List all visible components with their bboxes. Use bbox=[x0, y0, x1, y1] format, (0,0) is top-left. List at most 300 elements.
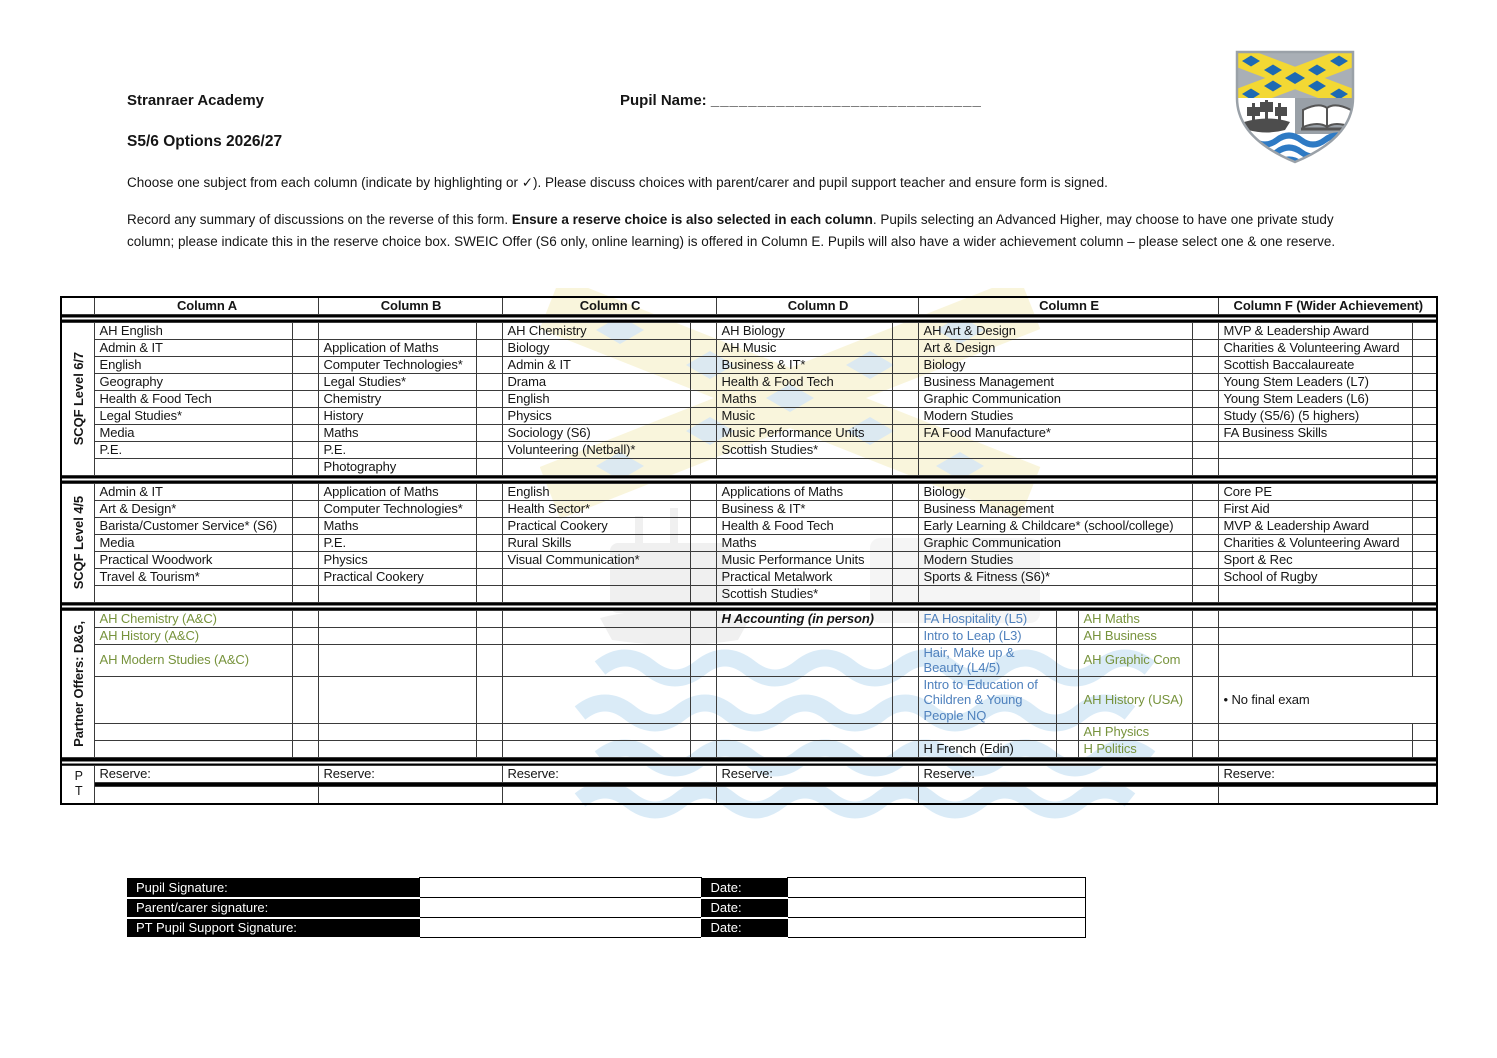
subject-cell: Sociology (S6) bbox=[502, 424, 690, 441]
choice-checkbox-cell[interactable] bbox=[292, 644, 318, 676]
choice-checkbox-cell[interactable] bbox=[1192, 373, 1218, 390]
reserve-entry-cell[interactable] bbox=[716, 787, 918, 804]
choice-checkbox-cell[interactable] bbox=[476, 534, 502, 551]
choice-checkbox-cell[interactable] bbox=[892, 610, 918, 627]
choice-checkbox-cell[interactable] bbox=[292, 373, 318, 390]
empty-subject-cell bbox=[502, 458, 690, 475]
subject-cell: AH English bbox=[94, 322, 292, 339]
subject-cell: Music bbox=[716, 407, 892, 424]
choice-checkbox-cell[interactable] bbox=[1412, 741, 1437, 758]
subject-cell: AH Art & Design bbox=[918, 322, 1192, 339]
choice-checkbox-cell[interactable] bbox=[892, 568, 918, 585]
choice-checkbox-cell[interactable] bbox=[1412, 390, 1437, 407]
choice-checkbox-cell[interactable] bbox=[892, 585, 918, 602]
subject-cell: English bbox=[502, 390, 690, 407]
subject-cell: History bbox=[318, 407, 476, 424]
choice-checkbox-cell[interactable] bbox=[690, 407, 716, 424]
choice-checkbox-cell[interactable] bbox=[1192, 644, 1218, 676]
choice-checkbox-cell[interactable] bbox=[476, 407, 502, 424]
empty-subject-cell bbox=[318, 627, 476, 644]
empty-subject-cell bbox=[94, 741, 292, 758]
choice-checkbox-cell[interactable] bbox=[1412, 534, 1437, 551]
section-label bbox=[61, 610, 94, 758]
choice-checkbox-cell[interactable] bbox=[292, 441, 318, 458]
subject-cell: Health & Food Tech bbox=[94, 390, 292, 407]
choice-checkbox-cell[interactable] bbox=[690, 534, 716, 551]
subject-cell: P.E. bbox=[318, 441, 476, 458]
subject-cell: Scottish Studies* bbox=[716, 585, 892, 602]
choice-checkbox-cell[interactable] bbox=[292, 458, 318, 475]
choice-checkbox-cell[interactable] bbox=[690, 551, 716, 568]
reserve-entry-cell[interactable] bbox=[94, 787, 318, 804]
option-row bbox=[61, 585, 1437, 602]
section-label-text: SCQF Level 6/7 bbox=[71, 351, 86, 446]
subject-cell: Business & IT* bbox=[716, 500, 892, 517]
choice-checkbox-cell[interactable] bbox=[1192, 551, 1218, 568]
subject-cell: Photography bbox=[318, 458, 476, 475]
column-header: Column F (Wider Achievement) bbox=[1218, 297, 1437, 314]
empty-subject-cell bbox=[1218, 585, 1412, 602]
subject-cell: AH Graphic Com bbox=[1078, 644, 1192, 676]
choice-checkbox-cell[interactable] bbox=[476, 644, 502, 676]
choice-checkbox-cell[interactable] bbox=[292, 356, 318, 373]
date-label: Date: bbox=[701, 918, 787, 938]
choice-checkbox-cell[interactable] bbox=[1412, 627, 1437, 644]
option-row bbox=[61, 644, 1437, 676]
signature-label: Pupil Signature: bbox=[127, 878, 419, 898]
subject-cell: Intro to Education of Children & Young People NQ bbox=[918, 676, 1056, 724]
option-row bbox=[61, 534, 1437, 551]
choice-checkbox-cell[interactable] bbox=[1412, 322, 1437, 339]
empty-subject-cell bbox=[918, 458, 1192, 475]
option-row bbox=[61, 390, 1437, 407]
choice-checkbox-cell[interactable] bbox=[892, 517, 918, 534]
pupil-name-row bbox=[620, 92, 982, 109]
choice-checkbox-cell[interactable] bbox=[892, 441, 918, 458]
choice-checkbox-cell[interactable] bbox=[292, 568, 318, 585]
empty-subject-cell bbox=[1218, 741, 1412, 758]
choice-checkbox-cell[interactable] bbox=[292, 741, 318, 758]
choice-checkbox-cell[interactable] bbox=[1192, 500, 1218, 517]
choice-checkbox-cell[interactable] bbox=[476, 585, 502, 602]
subject-cell: Admin & IT bbox=[502, 356, 690, 373]
subject-cell: English bbox=[502, 483, 690, 500]
reserve-label: Reserve: bbox=[318, 766, 502, 783]
choice-checkbox-cell[interactable] bbox=[1412, 724, 1437, 741]
choice-checkbox-cell[interactable] bbox=[476, 483, 502, 500]
choice-checkbox-cell[interactable] bbox=[892, 644, 918, 676]
date-field[interactable] bbox=[787, 918, 1085, 938]
pt-label-text: PT bbox=[74, 769, 83, 799]
choice-checkbox-cell[interactable] bbox=[292, 627, 318, 644]
empty-subject-cell bbox=[318, 585, 476, 602]
empty-subject-cell bbox=[1218, 724, 1412, 741]
empty-subject-cell bbox=[502, 627, 690, 644]
choice-checkbox-cell[interactable] bbox=[690, 627, 716, 644]
choice-checkbox-cell[interactable] bbox=[476, 322, 502, 339]
choice-checkbox-cell[interactable] bbox=[892, 356, 918, 373]
choice-checkbox-cell[interactable] bbox=[292, 483, 318, 500]
choice-checkbox-cell[interactable] bbox=[476, 424, 502, 441]
reserve-entry-cell[interactable] bbox=[318, 787, 502, 804]
signature-row bbox=[127, 878, 1085, 898]
choice-checkbox-cell[interactable] bbox=[1192, 585, 1218, 602]
empty-subject-cell bbox=[318, 644, 476, 676]
option-row bbox=[61, 339, 1437, 356]
subject-cell: Health & Food Tech bbox=[716, 373, 892, 390]
subject-cell: AH Music bbox=[716, 339, 892, 356]
subject-cell: Barista/Customer Service* (S6) bbox=[94, 517, 292, 534]
subject-cell: AH Biology bbox=[716, 322, 892, 339]
choice-checkbox-cell[interactable] bbox=[690, 585, 716, 602]
choice-checkbox-cell[interactable] bbox=[1192, 741, 1218, 758]
choice-checkbox-cell[interactable] bbox=[292, 500, 318, 517]
pt-label bbox=[61, 766, 94, 804]
subject-cell: MVP & Leadership Award bbox=[1218, 517, 1412, 534]
subject-cell: Legal Studies* bbox=[318, 373, 476, 390]
option-row bbox=[61, 424, 1437, 441]
subject-cell: Graphic Communication bbox=[918, 390, 1192, 407]
section-separator bbox=[61, 602, 1437, 610]
choice-checkbox-cell[interactable] bbox=[892, 373, 918, 390]
subject-cell: Charities & Volunteering Award bbox=[1218, 534, 1412, 551]
choice-checkbox-cell[interactable] bbox=[1192, 424, 1218, 441]
choice-checkbox-cell[interactable] bbox=[690, 322, 716, 339]
section-label bbox=[61, 483, 94, 602]
subject-cell: Rural Skills bbox=[502, 534, 690, 551]
subject-cell: Volunteering (Netball)* bbox=[502, 441, 690, 458]
choice-checkbox-cell[interactable] bbox=[690, 424, 716, 441]
empty-subject-cell bbox=[1218, 627, 1412, 644]
empty-subject-cell bbox=[318, 676, 476, 724]
choice-checkbox-cell[interactable] bbox=[892, 424, 918, 441]
choice-checkbox-cell[interactable] bbox=[690, 644, 716, 676]
choice-checkbox-cell[interactable] bbox=[1056, 676, 1078, 724]
choice-checkbox-cell[interactable] bbox=[1192, 390, 1218, 407]
choice-checkbox-cell[interactable] bbox=[1412, 610, 1437, 627]
para2-after: . Pupils selecting an Advanced Higher, may choose to have one private study column; please indicate this in the reserve choice box. SWEIC Offer (S6 only, online learning) is offered in Column E. Pupils will also have a wider achievement column – please select one & one reserve. bbox=[127, 212, 1336, 249]
subject-cell: AH Business bbox=[1078, 627, 1192, 644]
choice-checkbox-cell[interactable] bbox=[1412, 551, 1437, 568]
choice-checkbox-cell[interactable] bbox=[1192, 322, 1218, 339]
choice-checkbox-cell[interactable] bbox=[1192, 339, 1218, 356]
choice-checkbox-cell[interactable] bbox=[1192, 407, 1218, 424]
signature-field[interactable] bbox=[419, 918, 701, 938]
date-label: Date: bbox=[701, 878, 787, 898]
empty-subject-cell bbox=[1218, 458, 1412, 475]
subject-cell: Practical Woodwork bbox=[94, 551, 292, 568]
empty-subject-cell bbox=[318, 322, 476, 339]
choice-checkbox-cell[interactable] bbox=[1056, 610, 1078, 627]
empty-subject-cell bbox=[716, 458, 892, 475]
subject-cell: Legal Studies* bbox=[94, 407, 292, 424]
empty-subject-cell bbox=[318, 741, 476, 758]
choice-checkbox-cell[interactable] bbox=[476, 551, 502, 568]
subject-cell: Young Stem Leaders (L6) bbox=[1218, 390, 1412, 407]
choice-checkbox-cell[interactable] bbox=[1056, 741, 1078, 758]
signature-row bbox=[127, 898, 1085, 918]
choice-checkbox-cell[interactable] bbox=[1412, 441, 1437, 458]
school-crest-logo bbox=[1215, 46, 1375, 173]
choice-checkbox-cell[interactable] bbox=[292, 534, 318, 551]
subject-cell: Media bbox=[94, 534, 292, 551]
subject-cell: Computer Technologies* bbox=[318, 356, 476, 373]
para2-bold: Ensure a reserve choice is also selected in each column bbox=[511, 212, 873, 227]
choice-checkbox-cell[interactable] bbox=[1192, 483, 1218, 500]
subject-cell: School of Rugby bbox=[1218, 568, 1412, 585]
choice-checkbox-cell[interactable] bbox=[892, 458, 918, 475]
empty-subject-cell bbox=[502, 585, 690, 602]
signature-label: PT Pupil Support Signature: bbox=[127, 918, 419, 938]
choice-checkbox-cell[interactable] bbox=[476, 676, 502, 724]
choice-checkbox-cell[interactable] bbox=[690, 441, 716, 458]
subject-cell: Admin & IT bbox=[94, 339, 292, 356]
choice-checkbox-cell[interactable] bbox=[1192, 458, 1218, 475]
choice-checkbox-cell[interactable] bbox=[1412, 424, 1437, 441]
choice-checkbox-cell[interactable] bbox=[1412, 517, 1437, 534]
choice-checkbox-cell[interactable] bbox=[1192, 724, 1218, 741]
choice-checkbox-cell[interactable] bbox=[292, 424, 318, 441]
choice-checkbox-cell[interactable] bbox=[292, 322, 318, 339]
choice-checkbox-cell[interactable] bbox=[690, 373, 716, 390]
choice-checkbox-cell[interactable] bbox=[892, 724, 918, 741]
choice-checkbox-cell[interactable] bbox=[1412, 407, 1437, 424]
page-title: S5/6 Options 2026/27 bbox=[127, 133, 283, 150]
reserve-entry-cell[interactable] bbox=[1218, 787, 1437, 804]
choice-checkbox-cell[interactable] bbox=[292, 517, 318, 534]
choice-checkbox-cell[interactable] bbox=[292, 390, 318, 407]
choice-checkbox-cell[interactable] bbox=[476, 568, 502, 585]
date-label: Date: bbox=[701, 898, 787, 918]
subject-cell: Maths bbox=[716, 534, 892, 551]
subject-cell: Core PE bbox=[1218, 483, 1412, 500]
choice-checkbox-cell[interactable] bbox=[1412, 585, 1437, 602]
choice-checkbox-cell[interactable] bbox=[892, 500, 918, 517]
choice-checkbox-cell[interactable] bbox=[892, 551, 918, 568]
empty-subject-cell bbox=[716, 724, 892, 741]
empty-subject-cell bbox=[716, 644, 892, 676]
choice-checkbox-cell[interactable] bbox=[476, 390, 502, 407]
choice-checkbox-cell[interactable] bbox=[1192, 627, 1218, 644]
signature-table bbox=[127, 877, 1086, 939]
choice-checkbox-cell[interactable] bbox=[476, 724, 502, 741]
choice-checkbox-cell[interactable] bbox=[690, 517, 716, 534]
choice-checkbox-cell[interactable] bbox=[690, 356, 716, 373]
separator-bar bbox=[61, 602, 1437, 610]
choice-checkbox-cell[interactable] bbox=[1412, 500, 1437, 517]
signature-row bbox=[127, 918, 1085, 938]
choice-checkbox-cell[interactable] bbox=[690, 568, 716, 585]
subject-cell: Visual Communication* bbox=[502, 551, 690, 568]
choice-checkbox-cell[interactable] bbox=[1412, 458, 1437, 475]
choice-checkbox-cell[interactable] bbox=[690, 483, 716, 500]
subject-cell: Geography bbox=[94, 373, 292, 390]
subject-cell: Admin & IT bbox=[94, 483, 292, 500]
choice-checkbox-cell[interactable] bbox=[892, 627, 918, 644]
para2-before: Record any summary of discussions on the reverse of this form. bbox=[127, 212, 512, 227]
empty-subject-cell bbox=[918, 441, 1192, 458]
choice-checkbox-cell[interactable] bbox=[1412, 373, 1437, 390]
choice-checkbox-cell[interactable] bbox=[292, 724, 318, 741]
choice-checkbox-cell[interactable] bbox=[476, 339, 502, 356]
choice-checkbox-cell[interactable] bbox=[1192, 441, 1218, 458]
reserve-label-row bbox=[61, 766, 1437, 783]
empty-subject-cell bbox=[94, 724, 292, 741]
choice-checkbox-cell[interactable] bbox=[476, 458, 502, 475]
choice-checkbox-cell[interactable] bbox=[1192, 610, 1218, 627]
option-row bbox=[61, 568, 1437, 585]
subject-cell: AH Maths bbox=[1078, 610, 1192, 627]
choice-checkbox-cell[interactable] bbox=[292, 339, 318, 356]
section-separator bbox=[61, 758, 1437, 766]
reserve-label: Reserve: bbox=[918, 766, 1218, 783]
choice-checkbox-cell[interactable] bbox=[690, 458, 716, 475]
subject-cell: AH Modern Studies (A&C) bbox=[94, 644, 292, 676]
subject-cell: Practical Cookery bbox=[502, 517, 690, 534]
choice-checkbox-cell[interactable] bbox=[1412, 644, 1437, 676]
instructions-paragraph-1: Choose one subject from each column (indicate by highlighting or ✓). Please discuss choices with parent/carer and pupil support teacher and ensure form is signed. bbox=[127, 175, 1108, 190]
empty-subject-cell bbox=[716, 741, 892, 758]
choice-checkbox-cell[interactable] bbox=[690, 676, 716, 724]
choice-checkbox-cell[interactable] bbox=[292, 407, 318, 424]
choice-checkbox-cell[interactable] bbox=[476, 517, 502, 534]
choice-checkbox-cell[interactable] bbox=[292, 551, 318, 568]
empty-subject-cell bbox=[502, 568, 690, 585]
section-label-text: SCQF Level 4/5 bbox=[71, 495, 86, 590]
subject-cell: Study (S5/6) (5 highers) bbox=[1218, 407, 1412, 424]
subject-cell: MVP & Leadership Award bbox=[1218, 322, 1412, 339]
choice-checkbox-cell[interactable] bbox=[1056, 627, 1078, 644]
choice-checkbox-cell[interactable] bbox=[892, 322, 918, 339]
option-row bbox=[61, 356, 1437, 373]
choice-checkbox-cell[interactable] bbox=[892, 741, 918, 758]
option-row bbox=[61, 517, 1437, 534]
choice-checkbox-cell[interactable] bbox=[690, 741, 716, 758]
choice-checkbox-cell[interactable] bbox=[892, 339, 918, 356]
subject-cell: AH Chemistry (A&C) bbox=[94, 610, 292, 627]
empty-subject-cell bbox=[318, 724, 476, 741]
choice-checkbox-cell[interactable] bbox=[690, 724, 716, 741]
empty-subject-cell bbox=[716, 676, 892, 724]
choice-checkbox-cell[interactable] bbox=[1412, 339, 1437, 356]
choice-checkbox-cell[interactable] bbox=[892, 407, 918, 424]
choice-checkbox-cell[interactable] bbox=[690, 390, 716, 407]
choice-checkbox-cell[interactable] bbox=[292, 610, 318, 627]
choice-checkbox-cell[interactable] bbox=[892, 676, 918, 724]
signature-field[interactable] bbox=[419, 878, 701, 898]
option-row bbox=[61, 627, 1437, 644]
choice-checkbox-cell[interactable] bbox=[1056, 724, 1078, 741]
choice-checkbox-cell[interactable] bbox=[1056, 644, 1078, 676]
date-field[interactable] bbox=[787, 878, 1085, 898]
choice-checkbox-cell[interactable] bbox=[690, 339, 716, 356]
empty-subject-cell bbox=[1218, 441, 1412, 458]
subject-cell: AH History (USA) bbox=[1078, 676, 1192, 724]
section-label-text: Partner Offers: D&G, bbox=[71, 620, 86, 747]
subject-cell: Application of Maths bbox=[318, 483, 476, 500]
subject-cell: P.E. bbox=[318, 534, 476, 551]
reserve-label: Reserve: bbox=[502, 766, 716, 783]
subject-cell: Business Management bbox=[918, 373, 1192, 390]
choice-checkbox-cell[interactable] bbox=[476, 741, 502, 758]
note-cell: • No final exam bbox=[1218, 676, 1437, 724]
subject-cell: Health Sector* bbox=[502, 500, 690, 517]
column-header: Column E bbox=[918, 297, 1218, 314]
reserve-label: Reserve: bbox=[94, 766, 318, 783]
subject-cell: Early Learning & Childcare* (school/college) bbox=[918, 517, 1192, 534]
choice-checkbox-cell[interactable] bbox=[1192, 356, 1218, 373]
choice-checkbox-cell[interactable] bbox=[892, 483, 918, 500]
choice-checkbox-cell[interactable] bbox=[1192, 568, 1218, 585]
empty-subject-cell bbox=[918, 724, 1056, 741]
choice-checkbox-cell[interactable] bbox=[292, 585, 318, 602]
reserve-entry-cell[interactable] bbox=[918, 787, 1218, 804]
subject-cell: FA Business Skills bbox=[1218, 424, 1412, 441]
choice-checkbox-cell[interactable] bbox=[476, 356, 502, 373]
subject-cell: Biology bbox=[918, 483, 1192, 500]
empty-subject-cell bbox=[1218, 644, 1412, 676]
choice-checkbox-cell[interactable] bbox=[476, 441, 502, 458]
choice-checkbox-cell[interactable] bbox=[690, 610, 716, 627]
pupil-name-label: Pupil Name: bbox=[620, 92, 707, 109]
date-field[interactable] bbox=[787, 898, 1085, 918]
pupil-name-field[interactable]: _____________________________ bbox=[710, 92, 982, 109]
choice-checkbox-cell[interactable] bbox=[476, 627, 502, 644]
subject-cell: Graphic Communication bbox=[918, 534, 1192, 551]
subject-cell: English bbox=[94, 356, 292, 373]
table-header-row bbox=[61, 297, 1437, 314]
subject-cell: Biology bbox=[918, 356, 1192, 373]
subject-cell: Computer Technologies* bbox=[318, 500, 476, 517]
option-row bbox=[61, 441, 1437, 458]
choice-checkbox-cell[interactable] bbox=[476, 373, 502, 390]
choice-checkbox-cell[interactable] bbox=[690, 500, 716, 517]
subject-cell: AH History (A&C) bbox=[94, 627, 292, 644]
corner-cell bbox=[61, 297, 94, 314]
choice-checkbox-cell[interactable] bbox=[292, 676, 318, 724]
choice-checkbox-cell[interactable] bbox=[1192, 534, 1218, 551]
subject-cell: Practical Metalwork bbox=[716, 568, 892, 585]
subject-cell: First Aid bbox=[1218, 500, 1412, 517]
reserve-entry-cell[interactable] bbox=[502, 787, 716, 804]
subject-cell: Intro to Leap (L3) bbox=[918, 627, 1056, 644]
option-row bbox=[61, 407, 1437, 424]
options-table bbox=[60, 296, 1438, 805]
subject-cell: H French (Edin) bbox=[918, 741, 1056, 758]
choice-checkbox-cell[interactable] bbox=[1412, 356, 1437, 373]
option-row bbox=[61, 724, 1437, 741]
option-row bbox=[61, 322, 1437, 339]
choice-checkbox-cell[interactable] bbox=[1192, 517, 1218, 534]
choice-checkbox-cell[interactable] bbox=[1192, 676, 1218, 724]
school-name: Stranraer Academy bbox=[127, 92, 265, 109]
choice-checkbox-cell[interactable] bbox=[892, 534, 918, 551]
option-row bbox=[61, 500, 1437, 517]
choice-checkbox-cell[interactable] bbox=[892, 390, 918, 407]
column-header: Column C bbox=[502, 297, 716, 314]
choice-checkbox-cell[interactable] bbox=[476, 610, 502, 627]
column-header: Column A bbox=[94, 297, 318, 314]
signature-field[interactable] bbox=[419, 898, 701, 918]
choice-checkbox-cell[interactable] bbox=[1412, 568, 1437, 585]
subject-cell: AH Physics bbox=[1078, 724, 1192, 741]
option-row bbox=[61, 483, 1437, 500]
subject-cell: H Politics bbox=[1078, 741, 1192, 758]
option-row bbox=[61, 458, 1437, 475]
choice-checkbox-cell[interactable] bbox=[476, 500, 502, 517]
subject-cell: AH Chemistry bbox=[502, 322, 690, 339]
choice-checkbox-cell[interactable] bbox=[1412, 483, 1437, 500]
